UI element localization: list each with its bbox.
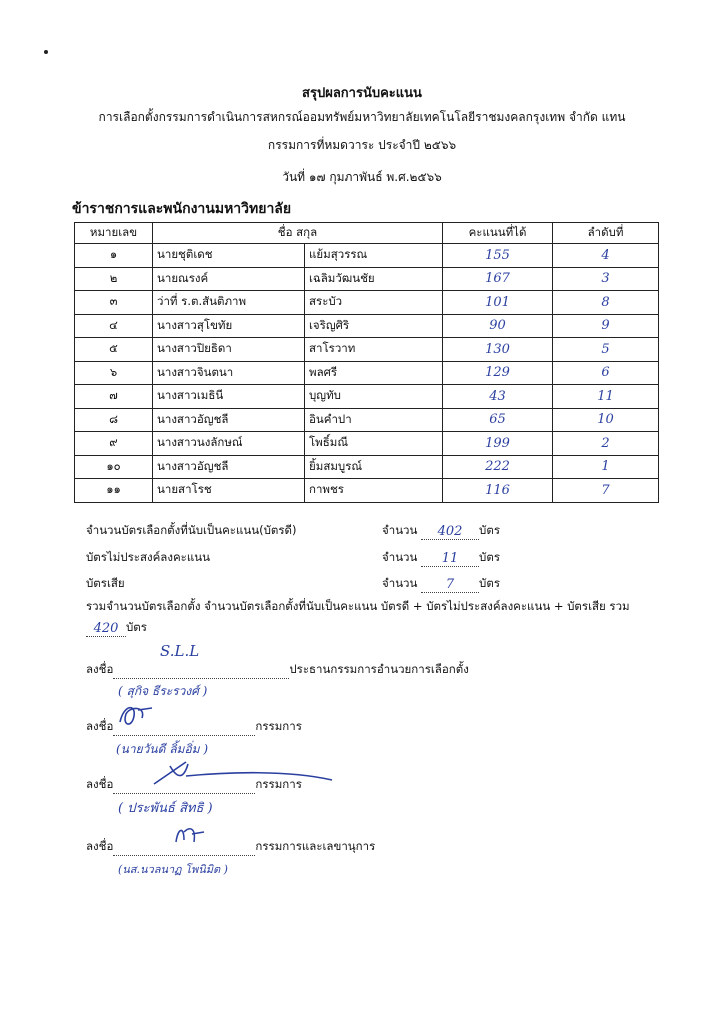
table-row [75,314,659,338]
signature-scribble-2 [112,700,162,730]
signature-role-3: กรรมการ [255,777,302,791]
candidate-number: ๘ [75,408,153,432]
table-row [75,338,659,362]
count-prefix: จำนวน [382,576,418,590]
candidate-number: ๑๑ [75,479,153,503]
header-rank: ลำดับที่ [553,223,659,244]
table-row [75,455,659,479]
table-header-row [75,223,659,244]
doc-subtitle-line1: การเลือกตั้งกรรมการดำเนินการสหกรณ์ออมทรัพย์มหาวิทยาลัยเทคโนโลยีราชมงคลกรุงเทพ จำกัด แทน [98,110,626,124]
abstain-count-line [382,549,500,567]
header-name: ชื่อ สกุล [153,223,443,244]
abstain-label: บัตรไม่ประสงค์ลงคะแนน [86,550,210,564]
signature-line-1 [86,661,469,679]
candidate-first-name: นางสาวปิยธิดา [153,338,305,362]
count-unit: บัตร [126,620,147,634]
candidate-score: 116 [443,479,553,503]
signature-field-4 [113,855,255,856]
count-prefix: จำนวน [382,550,418,564]
candidate-number: ๓ [75,291,153,315]
candidate-rank: 11 [553,385,659,409]
spoiled-label: บัตรเสีย [86,576,125,590]
candidate-rank: 9 [553,314,659,338]
candidate-score: 101 [443,291,553,315]
candidate-score: 90 [443,314,553,338]
candidate-last-name: เฉลิมวัฒนชัย [305,267,443,291]
good-ballots-line [86,522,296,540]
sign-label: ลงชื่อ [86,777,114,791]
signature-scribble-3 [148,758,338,794]
count-prefix: จำนวน [382,523,418,537]
header-number: หมายเลข [75,223,153,244]
candidate-number: ๒ [75,267,153,291]
good-ballots-label: จำนวนบัตรเลือกตั้งที่นับเป็นคะแนน(บัตรดี) [86,523,297,537]
candidate-rank: 4 [553,244,659,268]
candidate-first-name: นายสาโรช [153,479,305,503]
table-row [75,244,659,268]
signature-name-4: (นส.นวลนาฏ โพนิมิต ) [118,863,228,876]
candidate-rank: 2 [553,432,659,456]
candidate-number: ๑ [75,244,153,268]
abstain-line [86,549,210,567]
signature-role-4: กรรมการและเลขานุการ [255,839,376,853]
candidate-first-name: นางสาวอัญชลี [153,455,305,479]
candidate-number: ๗ [75,385,153,409]
table-row [75,385,659,409]
spoiled-line [86,575,125,593]
good-ballots-count-line [382,522,500,540]
candidate-number: ๙ [75,432,153,456]
candidate-score: 130 [443,338,553,362]
spoiled-count-line [382,575,500,593]
count-unit: บัตร [479,576,500,590]
candidate-score: 167 [443,267,553,291]
sign-label: ลงชื่อ [86,662,114,676]
candidate-rank: 8 [553,291,659,315]
total-label: รวมจำนวนบัตรเลือกตั้ง จำนวนบัตรเลือกตั้งที่นับเป็นคะแนน บัตรดี + บัตรไม่ประสงค์ลงคะแนน + บัตรเสีย รวม [86,599,630,613]
candidate-last-name: พลศรี [305,361,443,385]
header-score: คะแนนที่ได้ [443,223,553,244]
table-row [75,432,659,456]
candidate-first-name: ว่าที่ ร.ต.สันติภาพ [153,291,305,315]
candidate-rank: 3 [553,267,659,291]
count-unit: บัตร [479,523,500,537]
candidate-rank: 6 [553,361,659,385]
candidate-last-name: กาพชร [305,479,443,503]
scan-speck [44,50,48,54]
candidate-first-name: นางสาวเมธินี [153,385,305,409]
candidate-first-name: นายณรงค์ [153,267,305,291]
signature-field-1 [113,678,289,679]
candidate-score: 155 [443,244,553,268]
candidate-score: 129 [443,361,553,385]
signature-role-2: กรรมการ [255,719,302,733]
candidate-first-name: นายชุติเดช [153,244,305,268]
candidate-first-name: นางสาวนงลักษณ์ [153,432,305,456]
signature-mark-1: S.L.L [160,642,200,660]
table-row [75,408,659,432]
candidate-last-name: โพธิ์มณี [305,432,443,456]
candidate-score: 65 [443,408,553,432]
candidate-last-name: อินคำปา [305,408,443,432]
section-title: ข้าราชการและพนักงานมหาวิทยาลัย [72,201,292,217]
candidate-last-name: แย้มสุวรรณ [305,244,443,268]
signature-role-1: ประธานกรรมการอำนวยการเลือกตั้ง [289,662,469,676]
spoiled-count: 7 [421,577,479,593]
table-row [75,267,659,291]
doc-subtitle-line2: กรรมการที่หมดวาระ ประจำปี ๒๕๖๖ [267,138,457,152]
candidate-number: ๕ [75,338,153,362]
candidate-last-name: สาโรวาท [305,338,443,362]
signature-field-2 [113,735,255,736]
candidate-last-name: บุญทับ [305,385,443,409]
signature-name-2: (นายวันดี ลิ้มอิ่ม ) [116,742,209,756]
count-unit: บัตร [479,550,500,564]
candidate-last-name: เจริญศิริ [305,314,443,338]
total-line [86,619,147,637]
signature-scribble-4 [170,822,210,848]
signature-name-3: ( ประพันธ์ สิทธิ ) [118,801,213,816]
table-row [75,291,659,315]
candidate-number: ๑๐ [75,455,153,479]
candidate-first-name: นางสาวจินตนา [153,361,305,385]
total-count: 420 [86,621,126,637]
candidate-rank: 7 [553,479,659,503]
doc-date: วันที่ ๑๗ กุมภาพันธ์ พ.ศ.๒๕๖๖ [282,170,442,184]
candidate-rank: 10 [553,408,659,432]
signature-line-4 [86,838,375,856]
candidate-number: ๖ [75,361,153,385]
candidate-score: 222 [443,455,553,479]
candidate-score: 43 [443,385,553,409]
good-ballots-count: 402 [421,524,479,540]
candidate-rank: 1 [553,455,659,479]
abstain-count: 11 [421,551,479,567]
candidate-number: ๔ [75,314,153,338]
candidate-first-name: นางสาวสุโขทัย [153,314,305,338]
signature-name-1: ( สุกิจ ธีระรวงศ์ ) [118,684,208,698]
candidate-last-name: ยิ้มสมบูรณ์ [305,455,443,479]
candidate-score: 199 [443,432,553,456]
table-row [75,479,659,503]
doc-title: สรุปผลการนับคะแนน [302,86,422,101]
sign-label: ลงชื่อ [86,719,114,733]
candidate-first-name: นางสาวอัญชลี [153,408,305,432]
candidate-last-name: สระบัว [305,291,443,315]
sign-label: ลงชื่อ [86,839,114,853]
results-table [74,222,659,503]
candidate-rank: 5 [553,338,659,362]
table-row [75,361,659,385]
